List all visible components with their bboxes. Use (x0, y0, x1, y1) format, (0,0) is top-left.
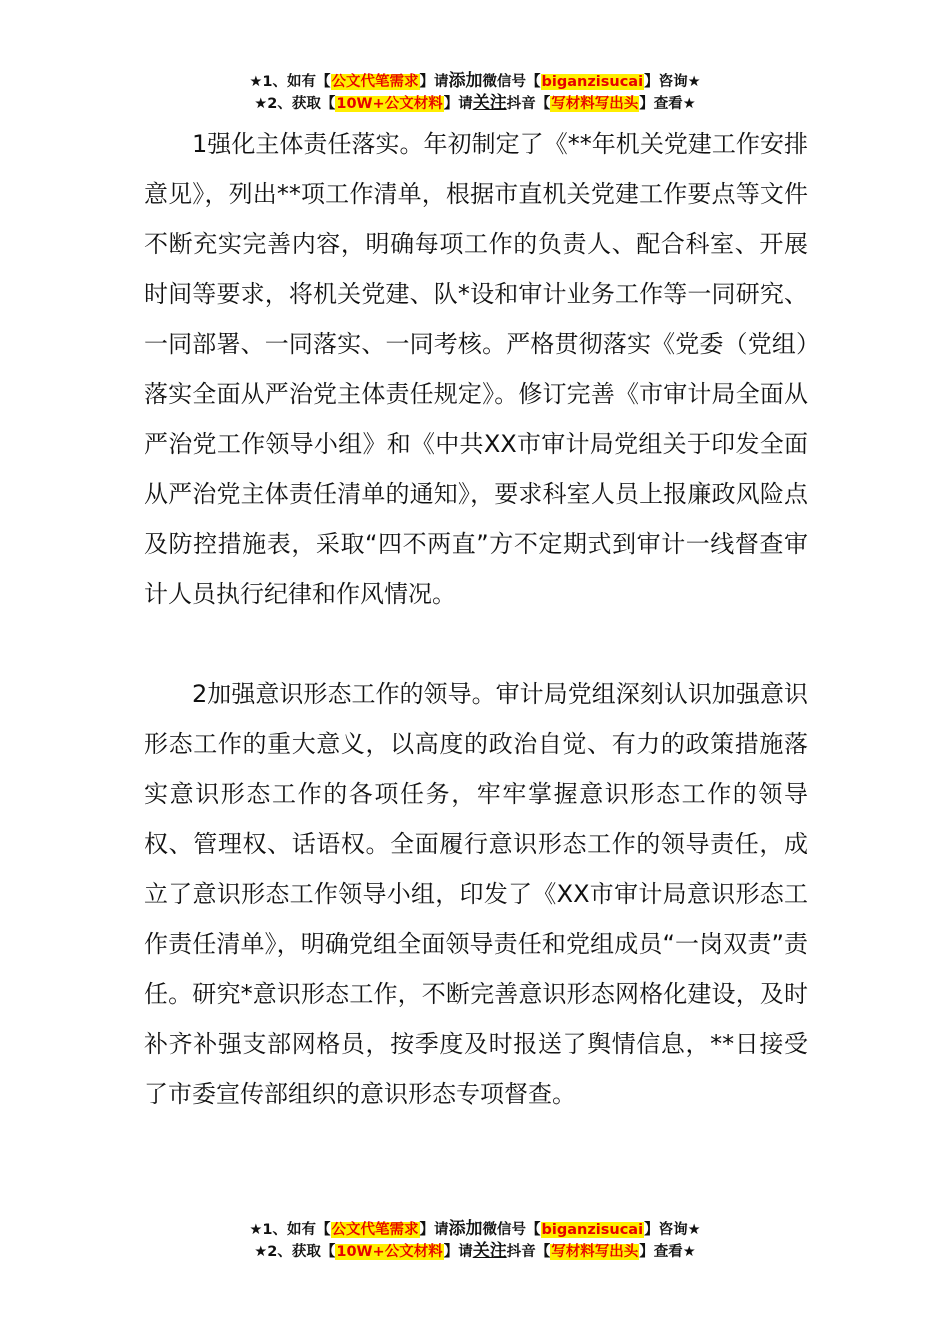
banner-account: 写材料写出头 (551, 1244, 639, 1260)
paragraph-gap (144, 619, 808, 669)
banner-emphasis: 关注 (472, 93, 507, 113)
banner-text: 】请 (443, 1244, 473, 1260)
banner-emphasis: 添加 (448, 1219, 483, 1239)
banner-text: ★2、获取【 (254, 1244, 336, 1260)
banner-text: 】请 (419, 74, 449, 90)
document-body (144, 119, 808, 1119)
banner-text: 】请 (443, 96, 473, 112)
banner-highlight: 公文代笔需求 (331, 1222, 419, 1238)
header-banner (0, 70, 950, 114)
paragraph-2: 2加强意识形态工作的领导。审计局党组深刻认识加强意识形态工作的重大意义，以高度的政治自觉、有力的政策措施落实意识形态工作的各项任务，牢牢掌握意识形态工作的领导权、管理权、话语权。全面履行意识形态工作的领导责任，成立了意识形态工作领导小组，印发了《XX市审计局意识形态工作责任清单》，明确党组全面领导责任和党组成员“一岗双责”责任。研究*意识形态工作，不断完善意识形态网格化建设，及时补齐补强支部网格员，按季度及时报送了舆情信息，**日接受了市委宣传部组织的意识形态专项督查。 (144, 680, 808, 1108)
banner-highlight: 10W+公文材料 (336, 96, 443, 112)
footer-banner (0, 1218, 950, 1262)
banner-line-1 (0, 1218, 950, 1240)
banner-text: 抖音【 (506, 1244, 551, 1260)
banner-text: 】咨询★ (644, 1222, 701, 1238)
paragraph-1: 1强化主体责任落实。年初制定了《**年机关党建工作安排意见》，列出**项工作清单，根据市直机关党建工作要点等文件不断充实完善内容，明确每项工作的负责人、配合科室、开展时间等要求，将机关党建、队*设和审计业务工作等一同研究、一同部署、一同落实、一同考核。严格贯彻落实《党委（党组）落实全面从严治党主体责任规定》。修订完善《市审计局全面从严治党工作领导小组》和《中共XX市审计局党组关于印发全面从严治党主体责任清单的通知》，要求科室人员上报廉政风险点及防控措施表，采取“四不两直”方不定期式到审计一线督查审计人员执行纪律和作风情况。 (144, 130, 808, 608)
banner-text: 】请 (419, 1222, 449, 1238)
banner-text: 微信号【 (482, 74, 541, 90)
banner-text: ★1、如有【 (249, 74, 331, 90)
banner-emphasis: 关注 (472, 1241, 507, 1261)
banner-text: 抖音【 (506, 96, 551, 112)
banner-text: 微信号【 (482, 1222, 541, 1238)
banner-text: ★1、如有【 (249, 1222, 331, 1238)
banner-account: 写材料写出头 (551, 96, 639, 112)
banner-wechat-id: biganzisucai (541, 74, 644, 90)
banner-highlight: 公文代笔需求 (331, 74, 419, 90)
banner-line-1 (0, 70, 950, 92)
banner-text: 】查看★ (639, 1244, 696, 1260)
banner-wechat-id: biganzisucai (541, 1222, 644, 1238)
banner-text: 】查看★ (639, 96, 696, 112)
banner-text: 】咨询★ (644, 74, 701, 90)
banner-emphasis: 添加 (448, 71, 483, 91)
banner-highlight: 10W+公文材料 (336, 1244, 443, 1260)
banner-line-2 (0, 92, 950, 114)
banner-line-2 (0, 1240, 950, 1262)
banner-text: ★2、获取【 (254, 96, 336, 112)
